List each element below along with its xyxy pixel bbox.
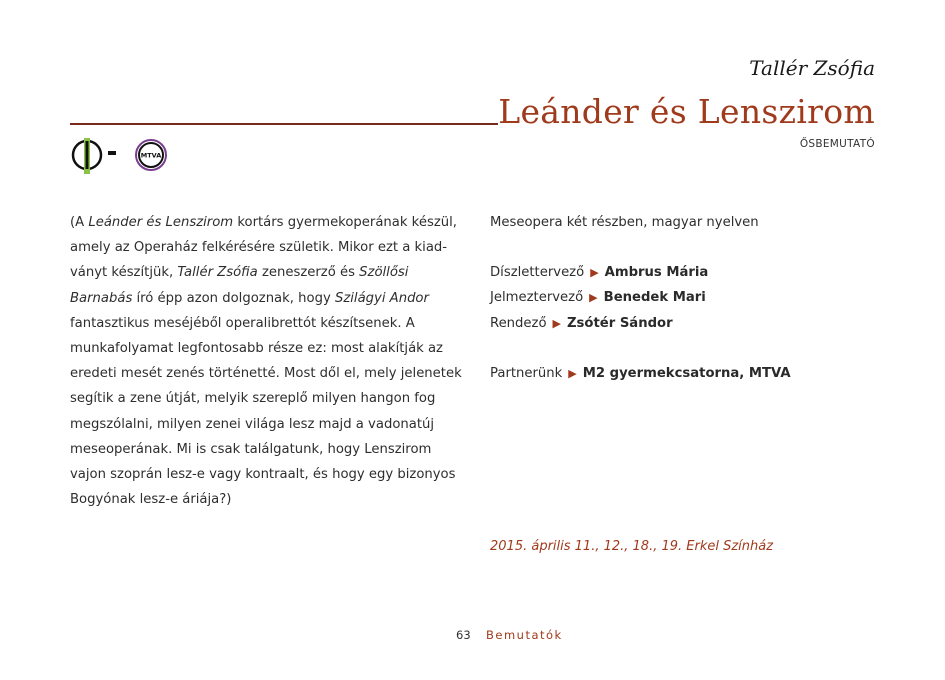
credit-name: Zsótér Sándor [567,315,673,331]
credit-name: Ambrus Mária [604,265,709,281]
mtva-logo-icon [136,140,166,170]
opera-subtitle: Meseopera két részben, magyar nyelven [490,215,759,230]
title-rule [70,123,498,125]
credit-role: Rendező [490,315,547,331]
credit-role: Díszlettervező [490,265,585,281]
arrow-right-icon: ▶ [589,291,598,305]
arrow-right-icon: ▶ [552,316,561,330]
performance-dates: 2015. április 11., 12., 18., 19. Erkel Színház [490,539,774,554]
premiere-tag: ŐSBEMUTATÓ [799,138,875,150]
separator-icon [108,151,116,155]
mtva-logo-text: MTVA [140,151,162,160]
partner-row [490,361,880,386]
age-rating-circle-icon [73,138,101,174]
credit-name: Benedek Mari [603,290,706,306]
italic-author: Szilágyi Andor [334,290,429,306]
rating-icons [70,138,180,174]
page-title: Leánder és Lenszirom [498,92,875,131]
italic-writer: Szöllősi Barnabás [70,265,409,306]
section-name: Bemutatók [486,628,563,642]
credit-role: Jelmeztervező [490,290,584,306]
italic-composer: Tallér Zsófia [177,265,258,281]
italic-title: Leánder és Lenszirom [88,215,234,230]
credit-row [490,260,880,285]
description-text: (A Leánder és Lenszirom kortárs gyermekoperának készül, amely az Operaház felkérésére születik. Mikor ezt a kiadványt készítjük, Tallér Zsófia zeneszerző és Szöllősi Barnabás író épp azon dolgoznak, hogy Szilágyi Andor fantasztikus meséjéből operalibrettót készítsenek. A munkafolyamat legfontosabb része ez: most alakítják az eredeti mesét zenés történetté. Most dől el, mely jelenetek segítik a zene útját, melyik szereplő milyen hangon fog megszólalni, milyen zenei világa lesz majd a vadonatúj meseoperának. Mi is csak találgatunk, hogy Lenszirom vajon szoprán lesz-e vagy kontraalt, és hogy egy bizonyos Bogyónak lesz-e áriája?) [70,215,462,508]
production-info [490,210,880,386]
partner-name: M2 gyermekcsatorna, MTVA [582,365,791,381]
credit-row [490,311,880,336]
arrow-right-icon: ▶ [590,266,599,280]
partner-role: Partnerünk [490,365,563,381]
author-name: Tallér Zsófia [749,56,875,80]
page-number: 63 [456,628,471,642]
credit-row [490,285,880,310]
arrow-right-icon: ▶ [568,366,577,380]
